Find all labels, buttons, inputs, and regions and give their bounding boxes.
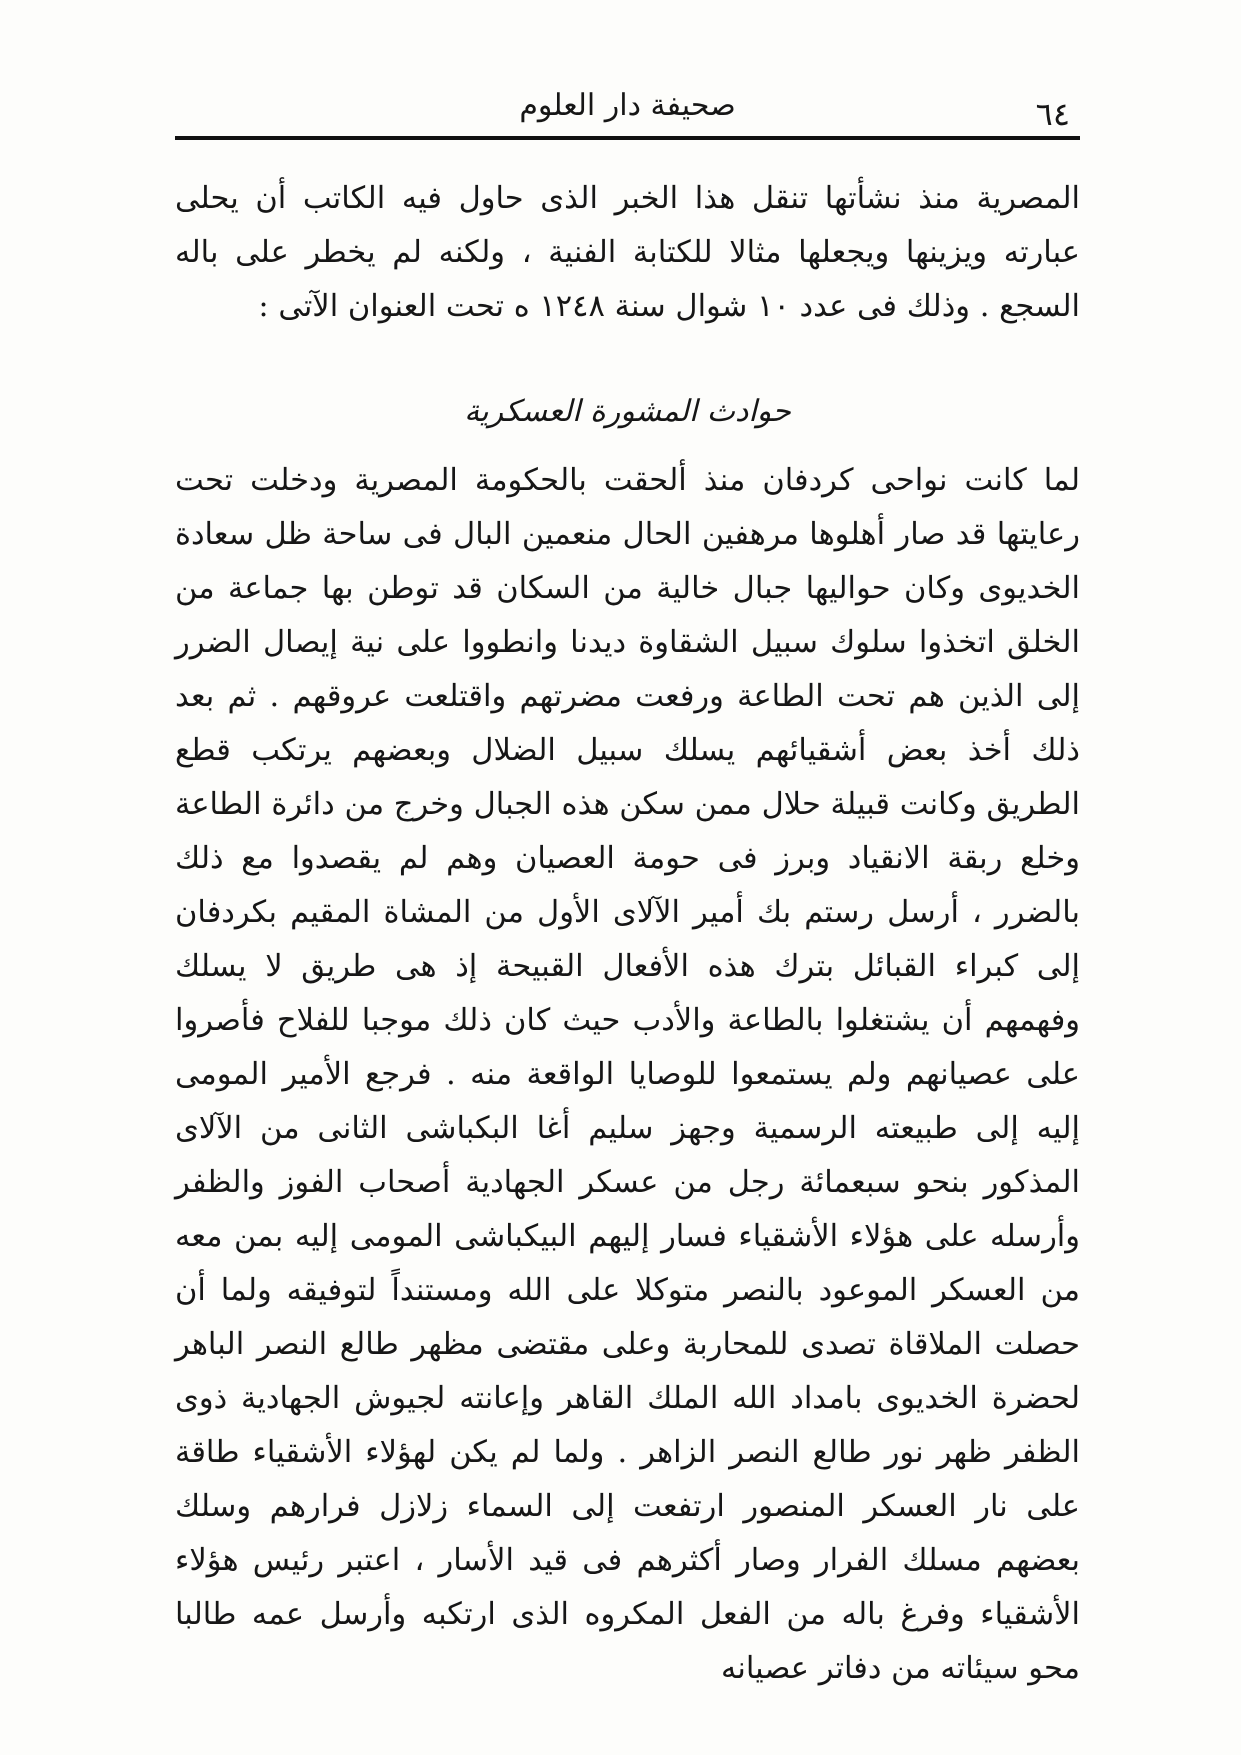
main-paragraph: لما كانت نواحى كردفان منذ ألحقت بالحكومة المصرية ودخلت تحت رعايتها قد صار أهلوها مرهفين الحال منعمين البال فى ساحة ظل سعادة الخديوى وكان حواليها جبال خالية من السكان قد توطن بها جماعة من الخلق اتخذوا سلوك سبيل الشقاوة ديدنا وانطووا على نية إيصال الضرر إلى الذين هم تحت الطاعة ورفعت مضرتهم واقتلعت عروقهم . ثم بعد ذلك أخذ بعض أشقيائهم يسلك سبيل الضلال وبعضهم يرتكب قطع الطريق وكانت قبيلة حلال ممن سكن هذه الجبال وخرج من دائرة الطاعة وخلع ربقة الانقياد وبرز فى حومة العصيان وهم لم يقصدوا مع ذلك بالضرر ، أرسل رستم بك أمير الآلاى الأول من المشاة المقيم بكردفان إلى كبراء القبائل بترك هذه الأفعال القبيحة إذ هى طريق لا يسلك وفهمهم أن يشتغلوا بالطاعة والأدب حيث كان ذلك موجبا للفلاح فأصروا على عصيانهم ولم يستمعوا للوصايا الواقعة منه . فرجع الأمير المومى إليه إلى طبيعته الرسمية وجهز سليم أغا البكباشى الثانى من الآلاى المذكور بنحو سبعمائة رجل من عسكر الجهادية أصحاب الفوز والظفر وأرسله على هؤلاء الأشقياء فسار إليهم البيكباشى المومى إليه بمن معه من العسكر الموعود بالنصر متوكلا على الله ومستنداً لتوفيقه ولما أن حصلت الملاقاة تصدى للمحاربة وعلى مقتضى مظهر طالع النصر الباهر لحضرة الخديوى بامداد الله الملك القاهر وإعانته لجيوش الجهادية ذوى الظفر ظهر نور طالع النصر الزاهر . ولما لم يكن لهؤلاء الأشقياء طاقة على نار العسكر المنصور ارتفعت إلى السماء زلازل فرارهم وسلك بعضهم مسلك الفرار وصار أكثرهم فى قيد الأسار ، اعتبر رئيس هؤلاء الأشقياء وفرغ باله من الفعل المكروه الذى ارتكبه وأرسل عمه طالبا محو سيئاته من دفاتر عصيانه xyxy=(175,463,1080,1686)
intro-paragraph: المصرية منذ نشأتها تنقل هذا الخبر الذى حاول فيه الكاتب أن يحلى عبارته ويزينها ويجعلها مثالا للكتابة الفنية ، ولكنه لم يخطر على باله السجع . وذلك فى عدد ١٠ شوال سنة ١٢٤٨ ه تحت العنوان الآتى : xyxy=(175,181,1080,324)
body-text xyxy=(175,172,1080,1696)
header-rule xyxy=(175,136,1080,140)
page-header xyxy=(175,80,1080,132)
running-title: صحيفة دار العلوم xyxy=(519,88,736,123)
section-heading: حوادث المشورة العسكرية xyxy=(464,394,791,429)
page-number: ٦٤ xyxy=(1035,95,1070,133)
